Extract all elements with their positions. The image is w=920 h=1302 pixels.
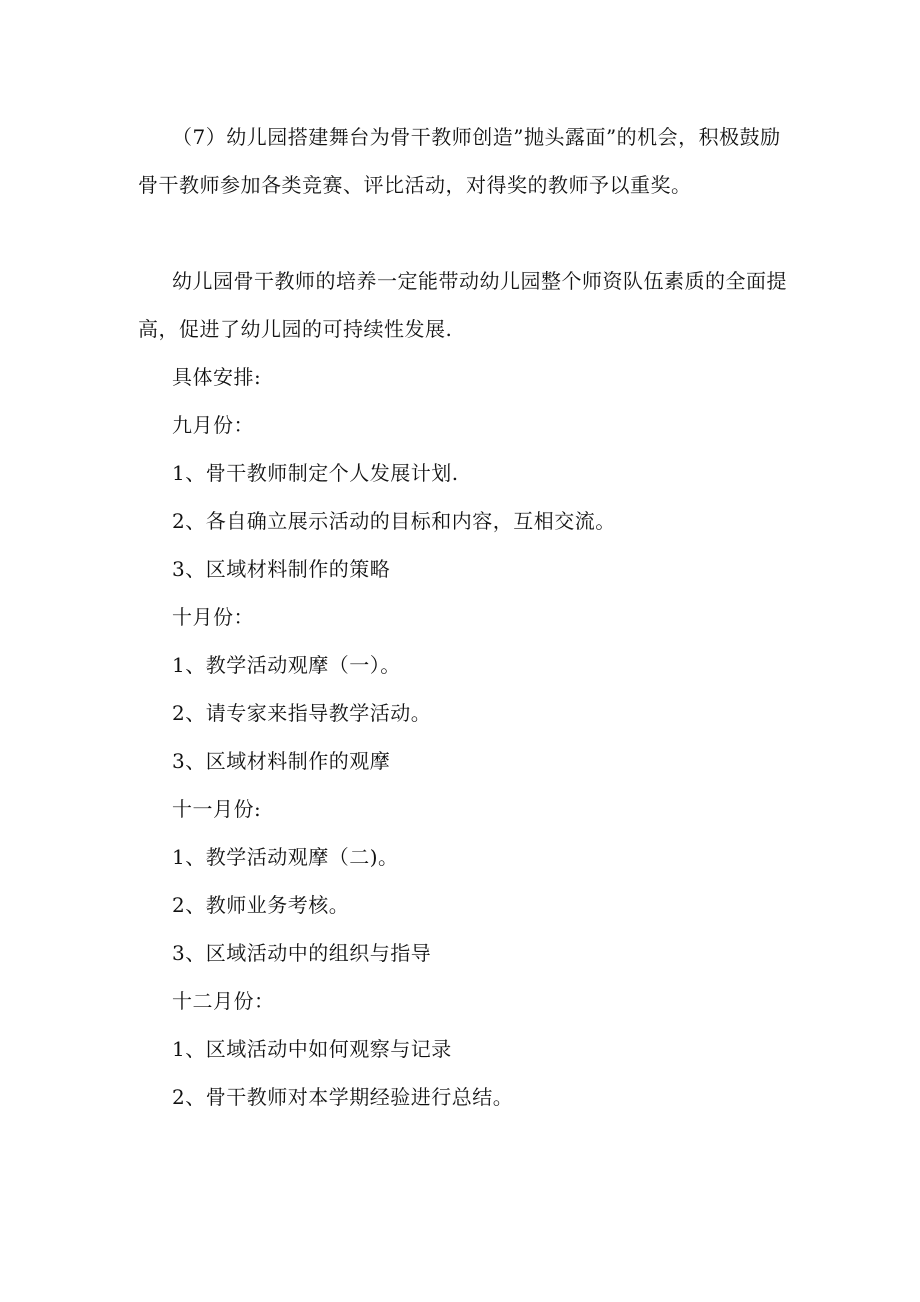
list-item: 1、教学活动观摩（二)。 [172, 845, 399, 869]
list-item: 1、骨干教师制定个人发展计划. [172, 461, 459, 485]
month-heading-november: 十一月份: [172, 797, 262, 821]
list-item: 3、区域材料制作的策略 [172, 557, 391, 581]
schedule-heading: 具体安排: [172, 365, 262, 389]
list-item: 3、区域活动中的组织与指导 [172, 941, 432, 965]
month-heading-september: 九月份： [172, 413, 254, 437]
month-heading-december: 十二月份： [172, 989, 275, 1013]
list-item: 1、区域活动中如何观察与记录 [172, 1037, 452, 1061]
paragraph-conclusion: 幼儿园骨干教师的培养一定能带动幼儿园整个师资队伍素质的全面提高，促进了幼儿园的可持续性发展. [138, 269, 787, 341]
list-item: 2、骨干教师对本学期经验进行总结。 [172, 1085, 514, 1109]
list-item: 2、教师业务考核。 [172, 893, 350, 917]
list-item: 1、教学活动观摩（一）。 [172, 653, 401, 677]
list-item: 2、各自确立展示活动的目标和内容，互相交流。 [172, 509, 616, 533]
list-item: 3、区域材料制作的观摩 [172, 749, 391, 773]
paragraph-stage-encouragement: （7）幼儿园搭建舞台为骨干教师创造”抛头露面”的机会，积极鼓励骨干教师参加各类竞赛、评比活动，对得奖的教师予以重奖。 [138, 125, 781, 197]
month-heading-october: 十月份： [172, 605, 254, 629]
list-item: 2、请专家来指导教学活动。 [172, 701, 432, 725]
